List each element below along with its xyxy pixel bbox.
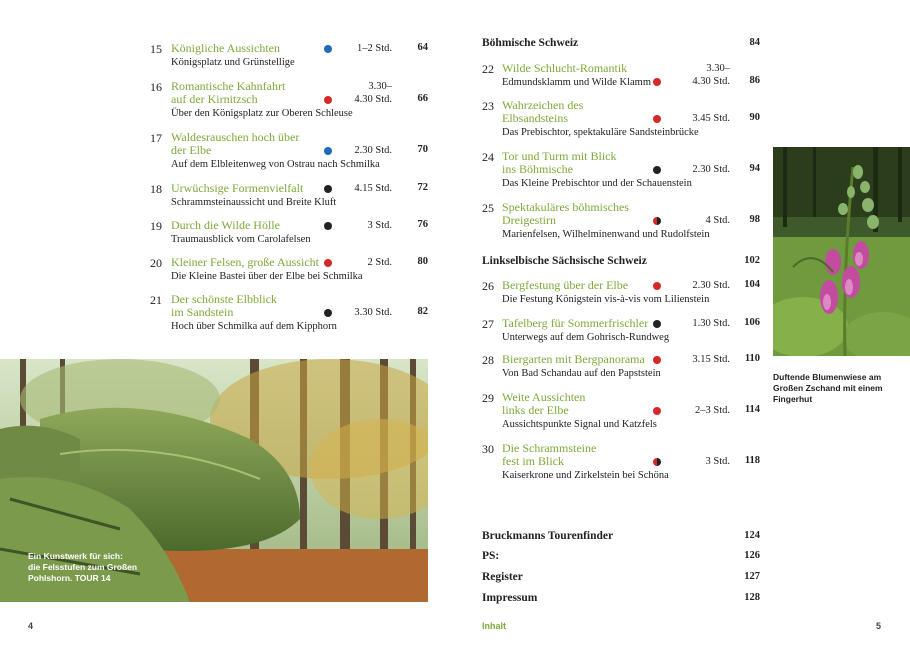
tour-title	[502, 391, 585, 417]
right-page-number: 5	[876, 621, 882, 631]
tour-number: 25	[482, 201, 494, 215]
tour-title-line: der Elbe	[171, 143, 212, 157]
duration-line: 1.30 Std.	[692, 318, 730, 329]
tour-title-line: auf der Kirnitzsch	[171, 92, 258, 106]
section-page: 84	[749, 37, 760, 48]
duration-line: 3.15 Std.	[692, 354, 730, 365]
tour-page: 86	[749, 75, 760, 86]
tour-subtitle: Die Kleine Bastei über der Elbe bei Schmilka	[171, 271, 363, 282]
tour-title-line: Biergarten mit Bergpanorama	[502, 352, 645, 366]
tour-page: 118	[744, 455, 760, 466]
left-photo-caption	[28, 551, 137, 584]
duration-line: 3.30–	[368, 81, 392, 92]
tour-title-line: Romantische Kahnfahrt	[171, 79, 286, 93]
tour-subtitle: Hoch über Schmilka auf dem Kipphorn	[171, 321, 337, 332]
tour-title	[502, 62, 627, 75]
toc-entry[interactable]	[482, 99, 760, 149]
toc-entry[interactable]	[150, 256, 430, 292]
tour-subtitle: Das Prebischtor, spektakuläre Sandsteinbrücke	[502, 127, 699, 138]
tour-page: 114	[744, 404, 760, 415]
tour-number: 16	[150, 80, 162, 94]
duration-line: 3.45 Std.	[692, 113, 730, 124]
tour-duration	[692, 279, 730, 292]
duration-line: 2.30 Std.	[354, 145, 392, 156]
tour-subtitle: Unterwegs auf dem Gohrisch-Rundweg	[502, 332, 670, 343]
difficulty-dot-icon	[324, 309, 332, 317]
toc-entry[interactable]	[482, 62, 760, 98]
tour-title-line: Tafelberg für Sommerfrischler	[502, 316, 649, 330]
difficulty-dot-icon	[324, 222, 332, 230]
difficulty-dot-icon	[324, 259, 332, 267]
rock-steps-photo	[0, 359, 428, 602]
difficulty-dot-icon	[324, 147, 332, 155]
difficulty-dot-icon	[324, 45, 332, 53]
toc-entry[interactable]	[150, 182, 430, 218]
tour-duration	[692, 62, 730, 88]
toc-entry[interactable]	[482, 391, 760, 441]
tour-title-line: Der schönste Elbblick	[171, 292, 277, 306]
duration-line: 4.30 Std.	[692, 76, 730, 87]
toc-entry[interactable]	[482, 353, 760, 389]
tour-title	[502, 99, 583, 125]
tour-number: 27	[482, 317, 494, 331]
appendix-page: 124	[744, 530, 760, 541]
foxglove-photo	[773, 147, 910, 356]
tour-title	[171, 80, 285, 106]
tour-duration	[705, 214, 730, 227]
tour-title	[502, 317, 648, 330]
tour-page: 90	[749, 112, 760, 123]
toc-entry[interactable]	[482, 442, 760, 492]
tour-page: 106	[744, 317, 760, 328]
tour-title-line: Die Schrammsteine	[502, 441, 597, 455]
section-linkselbische	[482, 255, 760, 267]
tour-title	[502, 201, 629, 227]
tour-subtitle: Edmundsklamm und Wilde Klamm	[502, 77, 651, 88]
tour-number: 22	[482, 62, 494, 76]
tour-subtitle: Von Bad Schandau auf den Papststein	[502, 368, 661, 379]
duration-line: 2 Std.	[367, 257, 392, 268]
tour-subtitle: Aussichtspunkte Signal und Katzfels	[502, 419, 657, 430]
tour-page: 104	[744, 279, 760, 290]
tour-title	[502, 353, 645, 366]
tour-page: 66	[417, 93, 428, 104]
tour-number: 28	[482, 353, 494, 367]
tour-title-line: Wilde Schlucht-Romantik	[502, 61, 628, 75]
toc-entry[interactable]	[482, 150, 760, 200]
tour-duration	[692, 317, 730, 330]
appendix-entry[interactable]	[482, 550, 760, 562]
tour-title	[502, 150, 617, 176]
left-caption-line: Ein Kunstwerk für sich:	[28, 551, 123, 561]
tour-title-line: Wahrzeichen des	[502, 98, 584, 112]
right-caption-line: Großen Zschand mit einem	[773, 383, 883, 393]
appendix-page: 126	[744, 550, 760, 561]
difficulty-dot-icon	[653, 115, 661, 123]
right-photo-caption	[773, 372, 883, 405]
tour-duration	[367, 219, 392, 232]
appendix-label: PS:	[482, 550, 500, 562]
tour-number: 29	[482, 391, 494, 405]
duration-line: 3 Std.	[367, 220, 392, 231]
duration-line: 3.30 Std.	[354, 307, 392, 318]
tour-duration	[695, 404, 730, 417]
toc-entry[interactable]	[482, 317, 760, 353]
tour-page: 110	[744, 353, 760, 364]
tour-number: 24	[482, 150, 494, 164]
tour-subtitle: Marienfelsen, Wilhelminenwand und Rudolfstein	[502, 229, 710, 240]
tour-title-line: Waldesrauschen hoch über	[171, 130, 300, 144]
tour-duration	[705, 455, 730, 468]
appendix-page: 128	[744, 592, 760, 603]
tour-number: 17	[150, 131, 162, 145]
section-boehmische-schweiz	[482, 37, 760, 49]
tour-title	[171, 42, 280, 55]
difficulty-dot-icon	[653, 282, 661, 290]
tour-title-line: Elbsandsteins	[502, 111, 568, 125]
toc-entry[interactable]	[482, 279, 760, 315]
difficulty-dot-icon	[324, 185, 332, 193]
difficulty-dot-icon	[653, 320, 661, 328]
section-page: 102	[744, 255, 760, 266]
duration-line: 1–2 Std.	[356, 43, 392, 54]
tour-duration	[354, 80, 392, 106]
tour-title	[171, 293, 277, 319]
tour-page: 98	[749, 214, 760, 225]
right-caption-line: Fingerhut	[773, 394, 813, 404]
difficulty-dot-icon	[653, 458, 661, 466]
left-caption-line: die Felsstufen zum Großen	[28, 562, 138, 572]
left-page-number: 4	[28, 621, 34, 631]
tour-page: 82	[417, 306, 428, 317]
appendix-page: 127	[744, 571, 760, 582]
duration-line: 4.30 Std.	[354, 94, 392, 105]
tour-title-line: Weite Aussichten	[502, 390, 586, 404]
difficulty-dot-icon	[653, 217, 661, 225]
toc-entry[interactable]	[482, 201, 760, 251]
appendix-entry[interactable]	[482, 592, 760, 604]
duration-line: 2–3 Std.	[694, 405, 730, 416]
tour-number: 15	[150, 42, 162, 56]
foxglove-illustration	[773, 147, 910, 356]
appendix-entry[interactable]	[482, 530, 760, 542]
tour-page: 76	[417, 219, 428, 230]
tour-number: 30	[482, 442, 494, 456]
tour-title	[502, 279, 628, 292]
difficulty-dot-icon	[653, 166, 661, 174]
footer-section-label: Inhalt	[482, 621, 506, 631]
tour-title	[171, 131, 299, 157]
tour-subtitle: Auf dem Elbleitenweg von Ostrau nach Schmilka	[171, 159, 380, 170]
tour-title	[171, 182, 303, 195]
appendix-label: Bruckmanns Tourenfinder	[482, 530, 614, 542]
tour-page: 70	[417, 144, 428, 155]
toc-entry[interactable]	[150, 219, 430, 255]
duration-line: 2.30 Std.	[692, 280, 730, 291]
toc-entry[interactable]	[150, 131, 430, 181]
duration-line: 3 Std.	[705, 456, 730, 467]
tour-duration	[354, 306, 392, 319]
tour-title-line: Spektakuläres böhmisches	[502, 200, 629, 214]
tour-page: 72	[417, 182, 428, 193]
toc-entry[interactable]	[150, 42, 430, 78]
tour-number: 18	[150, 182, 162, 196]
tour-title-line: links der Elbe	[502, 403, 569, 417]
tour-subtitle: Schrammsteinaussicht und Breite Kluft	[171, 197, 337, 208]
tour-subtitle: Traumausblick vom Carolafelsen	[171, 234, 311, 245]
tour-duration	[692, 163, 730, 176]
difficulty-dot-icon	[653, 356, 661, 364]
tour-subtitle: Das Kleine Prebischtor und der Schauenstein	[502, 178, 692, 189]
tour-title-line: im Sandstein	[171, 305, 234, 319]
tour-title-line: ins Böhmische	[502, 162, 573, 176]
tour-title-line: Urwüchsige Formenvielfalt	[171, 181, 304, 195]
difficulty-dot-icon	[653, 407, 661, 415]
tour-number: 26	[482, 279, 494, 293]
tour-title-line: Bergfestung über der Elbe	[502, 278, 629, 292]
tour-number: 23	[482, 99, 494, 113]
tour-duration	[692, 353, 730, 366]
tour-subtitle: Kaiserkrone und Zirkelstein bei Schöna	[502, 470, 669, 481]
duration-line: 3.30–	[706, 63, 730, 74]
right-caption-line: Duftende Blumenwiese am	[773, 372, 882, 382]
tour-duration	[692, 112, 730, 125]
tour-title-line: fest im Blick	[502, 454, 564, 468]
tour-page: 94	[749, 163, 760, 174]
tour-number: 20	[150, 256, 162, 270]
tour-title-line: Tor und Turm mit Blick	[502, 149, 617, 163]
tour-page: 80	[417, 256, 428, 267]
tour-title-line: Kleiner Felsen, große Aussicht	[171, 255, 319, 269]
tour-page: 64	[417, 42, 428, 53]
duration-line: 4 Std.	[705, 215, 730, 226]
tour-number: 19	[150, 219, 162, 233]
appendix-entry[interactable]	[482, 571, 760, 583]
toc-entry[interactable]	[150, 80, 430, 130]
tour-title-line: Durch die Wilde Hölle	[171, 218, 280, 232]
tour-title-line: Dreigestirn	[502, 213, 556, 227]
tour-subtitle: Königsplatz und Grünstellige	[171, 57, 295, 68]
left-caption-line: Pohlshorn. TOUR 14	[28, 573, 111, 583]
tour-duration	[354, 182, 392, 195]
duration-line: 4.15 Std.	[354, 183, 392, 194]
tour-subtitle: Die Festung Königstein vis-à-vis vom Lilienstein	[502, 294, 710, 305]
difficulty-dot-icon	[324, 96, 332, 104]
toc-entry[interactable]	[150, 293, 430, 343]
tour-duration	[367, 256, 392, 269]
duration-line: 2.30 Std.	[692, 164, 730, 175]
section-label: Linkselbische Sächsische Schweiz	[482, 255, 647, 267]
tour-subtitle: Über den Königsplatz zur Oberen Schleuse	[171, 108, 353, 119]
tour-title-line: Königliche Aussichten	[171, 41, 280, 55]
appendix-label: Impressum	[482, 592, 538, 604]
tour-duration	[354, 144, 392, 157]
difficulty-dot-icon	[653, 78, 661, 86]
section-label: Böhmische Schweiz	[482, 37, 579, 49]
tour-title	[171, 219, 280, 232]
tour-duration	[357, 42, 392, 55]
appendix-label: Register	[482, 571, 523, 583]
tour-title	[171, 256, 319, 269]
tour-title	[502, 442, 596, 468]
tour-number: 21	[150, 293, 162, 307]
